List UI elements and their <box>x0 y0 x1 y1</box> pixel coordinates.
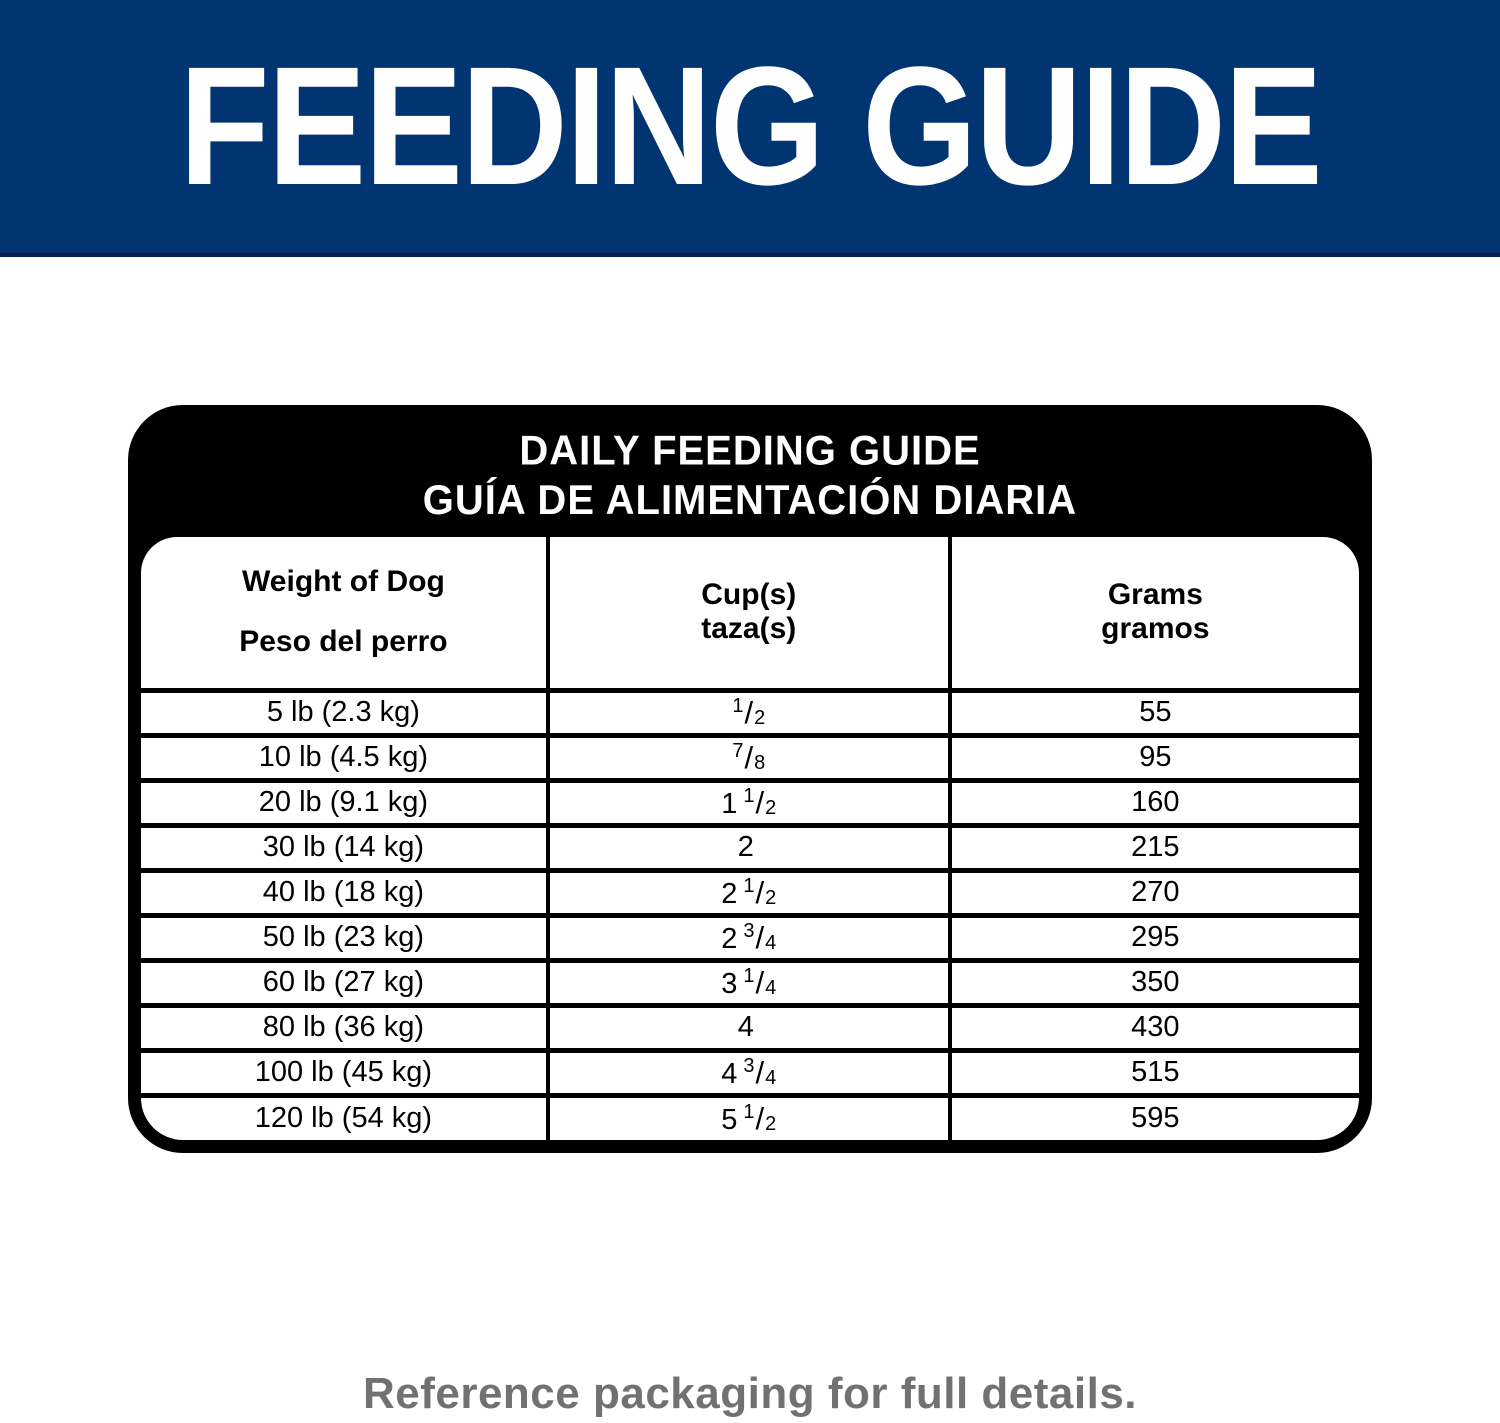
card-title-english: DAILY FEEDING GUIDE <box>519 427 981 475</box>
cups-cell <box>548 1095 950 1140</box>
weight-cell: 80 lb (36 kg) <box>141 1005 548 1050</box>
table-row <box>141 1005 1359 1050</box>
footer-note: Reference packaging for full details. <box>362 1369 1138 1418</box>
feeding-guide-banner <box>0 0 1500 257</box>
column-header-weight <box>141 537 548 690</box>
table-row <box>141 1050 1359 1095</box>
cups-whole-number: 2 <box>737 831 754 863</box>
cups-whole-number: 4 <box>737 1011 754 1043</box>
cups-cell <box>548 690 950 735</box>
table-row <box>141 870 1359 915</box>
cups-fraction: $^1$/4 <box>743 964 777 1000</box>
cups-whole-number: 1 <box>721 787 738 820</box>
weight-cell: 30 lb (14 kg) <box>141 825 548 870</box>
grams-cell: 55 <box>950 690 1359 735</box>
grams-cell: 350 <box>950 960 1359 1005</box>
column-header-cups-en: Cup(s) <box>701 578 797 612</box>
column-header-grams <box>950 537 1359 690</box>
column-header-weight-en: Weight of Dog <box>242 565 445 599</box>
cups-whole-number: 3 <box>721 967 738 1000</box>
grams-cell: 95 <box>950 735 1359 780</box>
daily-feeding-guide-card <box>128 405 1372 1153</box>
feeding-table-container <box>141 537 1359 1140</box>
header-row <box>141 537 1359 690</box>
cups-whole-number: 5 <box>721 1103 738 1136</box>
feeding-table-header <box>141 537 1359 690</box>
column-header-cups <box>548 537 950 690</box>
cups-whole-number: 4 <box>721 1057 738 1090</box>
weight-cell: 40 lb (18 kg) <box>141 870 548 915</box>
cups-fraction: $^7$/8 <box>732 739 766 775</box>
cups-whole-number: 2 <box>721 922 738 955</box>
feeding-table <box>141 537 1359 1140</box>
feeding-table-body <box>141 690 1359 1140</box>
weight-cell: 120 lb (54 kg) <box>141 1095 548 1140</box>
cups-fraction: $^3$/4 <box>743 919 777 955</box>
cups-cell <box>548 915 950 960</box>
grams-cell: 270 <box>950 870 1359 915</box>
table-row <box>141 825 1359 870</box>
page-title: FEEDING GUIDE <box>179 31 1321 220</box>
weight-cell: 60 lb (27 kg) <box>141 960 548 1005</box>
card-title-spanish: GUÍA DE ALIMENTACIÓN DIARIA <box>422 477 1078 524</box>
cups-cell <box>548 735 950 780</box>
cups-fraction: $^3$/4 <box>743 1054 777 1090</box>
grams-cell: 295 <box>950 915 1359 960</box>
cups-cell <box>548 825 950 870</box>
weight-cell: 20 lb (9.1 kg) <box>141 780 548 825</box>
cups-cell <box>548 960 950 1005</box>
table-row <box>141 690 1359 735</box>
column-header-cups-es: taza(s) <box>701 612 797 646</box>
weight-cell: 10 lb (4.5 kg) <box>141 735 548 780</box>
table-row <box>141 960 1359 1005</box>
cups-fraction: $^1$/2 <box>732 694 766 730</box>
table-row <box>141 1095 1359 1140</box>
column-header-grams-es: gramos <box>1101 612 1210 646</box>
card-title <box>128 405 1372 540</box>
column-header-weight-es: Peso del perro <box>239 625 448 659</box>
cups-cell <box>548 780 950 825</box>
cups-cell <box>548 1005 950 1050</box>
cups-fraction: $^1$/2 <box>743 784 777 820</box>
grams-cell: 595 <box>1131 1102 1180 1135</box>
column-header-grams-en: Grams <box>1107 578 1203 612</box>
grams-cell: 430 <box>950 1005 1359 1050</box>
cups-cell <box>548 870 950 915</box>
table-row <box>141 735 1359 780</box>
weight-cell: 100 lb (45 kg) <box>141 1050 548 1095</box>
cups-fraction: $^1$/2 <box>743 1100 777 1136</box>
table-row <box>141 780 1359 825</box>
table-row <box>141 915 1359 960</box>
grams-cell: 160 <box>950 780 1359 825</box>
cups-whole-number: 2 <box>721 877 738 910</box>
cups-fraction: $^1$/2 <box>743 874 777 910</box>
weight-cell: 50 lb (23 kg) <box>141 915 548 960</box>
grams-cell: 515 <box>950 1050 1359 1095</box>
grams-cell: 215 <box>950 825 1359 870</box>
weight-cell: 5 lb (2.3 kg) <box>141 690 548 735</box>
cups-cell <box>548 1050 950 1095</box>
